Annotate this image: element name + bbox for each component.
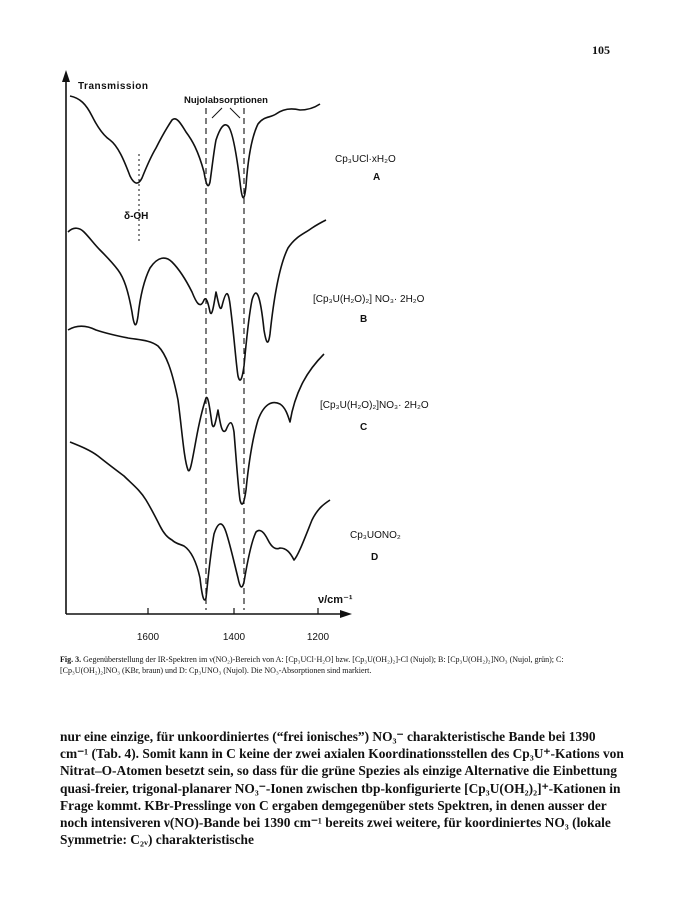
x-tick-label-1200: 1200: [306, 632, 330, 643]
caption-lead: Fig. 3.: [60, 655, 82, 664]
y-axis-arrow: [62, 70, 70, 82]
caption-text: Gegenüberstellung der IR-Spektren im ν(NO₂)-Bereich von A: [Cp₃UCl·H₂O] bzw. [Cp₃U(OH₂)₂]-Cl (Nujol); B: [Cp₃U(OH₂)₂]NO₃ (Nujol, grün); C: [Cp₃U(OH₂)₂]NO₃ (KBr, braun) und D: Cp₃UNO₃ (Nujol). Die NO₃-Absorptionen sind markiert.: [60, 655, 564, 675]
spectrum-d-trace: [70, 442, 330, 600]
spectrum-b-trace: [68, 220, 326, 380]
spectrum-b-letter: B: [360, 314, 368, 325]
nujol-arrow-right: [230, 108, 240, 118]
y-axis-label: Transmission: [78, 81, 149, 92]
page-number: 105: [592, 43, 610, 57]
nujol-arrow-left: [212, 108, 222, 118]
spectrum-d-letter: D: [371, 552, 379, 563]
spectrum-c-trace: [68, 326, 324, 504]
spectrum-c-formula: [Cp₃U(H₂O)₂]NO₃· 2H₂O: [320, 400, 429, 411]
x-axis-arrow: [340, 610, 352, 618]
body-text: [60, 728, 625, 848]
spectrum-a-letter: A: [373, 172, 381, 183]
spectrum-c-letter: C: [360, 422, 368, 433]
figure-caption: [60, 654, 625, 676]
nujol-label: Nujolabsorptionen: [184, 95, 268, 106]
x-tick-label-1600: 1600: [136, 632, 160, 643]
x-axis-label: ν/cm⁻¹: [318, 594, 353, 606]
x-tick-label-1400: 1400: [222, 632, 246, 643]
spectrum-b-formula: [Cp₃U(H₂O)₂] NO₃· 2H₂O: [313, 294, 425, 305]
spectrum-a-trace: [70, 96, 320, 198]
spectrum-a-formula: Cp₃UCl·xH₂O: [335, 154, 396, 165]
delta-oh-label: δ-OH: [124, 211, 149, 222]
spectrum-d-formula: Cp₃UONO₂: [350, 530, 401, 541]
body-paragraph: nur eine einzige, für unkoordiniertes (“frei ionisches”) NO₃⁻ charakteristische Bande bei 1390 cm⁻¹ (Tab. 4). Somit kann in C keine der zwei axialen Koordinationsstellen des Cp₃U⁺-Kations von Nitrat–O-Atomen besetzt sein, so dass für die grüne Spezies als einzige Alternative die Einbettung quasi-freier, trigonal-planarer NO₃⁻-Ionen zwischen tbp-konfigurierte [Cp₃U(OH₂)₂]⁺-Kationen in Frage kommt. KBr-Presslinge von C ergaben demgegenüber stets Spektren, in denen ausser der noch intensiveren ν(NO)-Bande bei 1390 cm⁻¹ bereits zwei weitere, für koordiniertes NO₃ (lokale Symmetrie: C₂ᵥ) charakteristische: [60, 729, 624, 848]
